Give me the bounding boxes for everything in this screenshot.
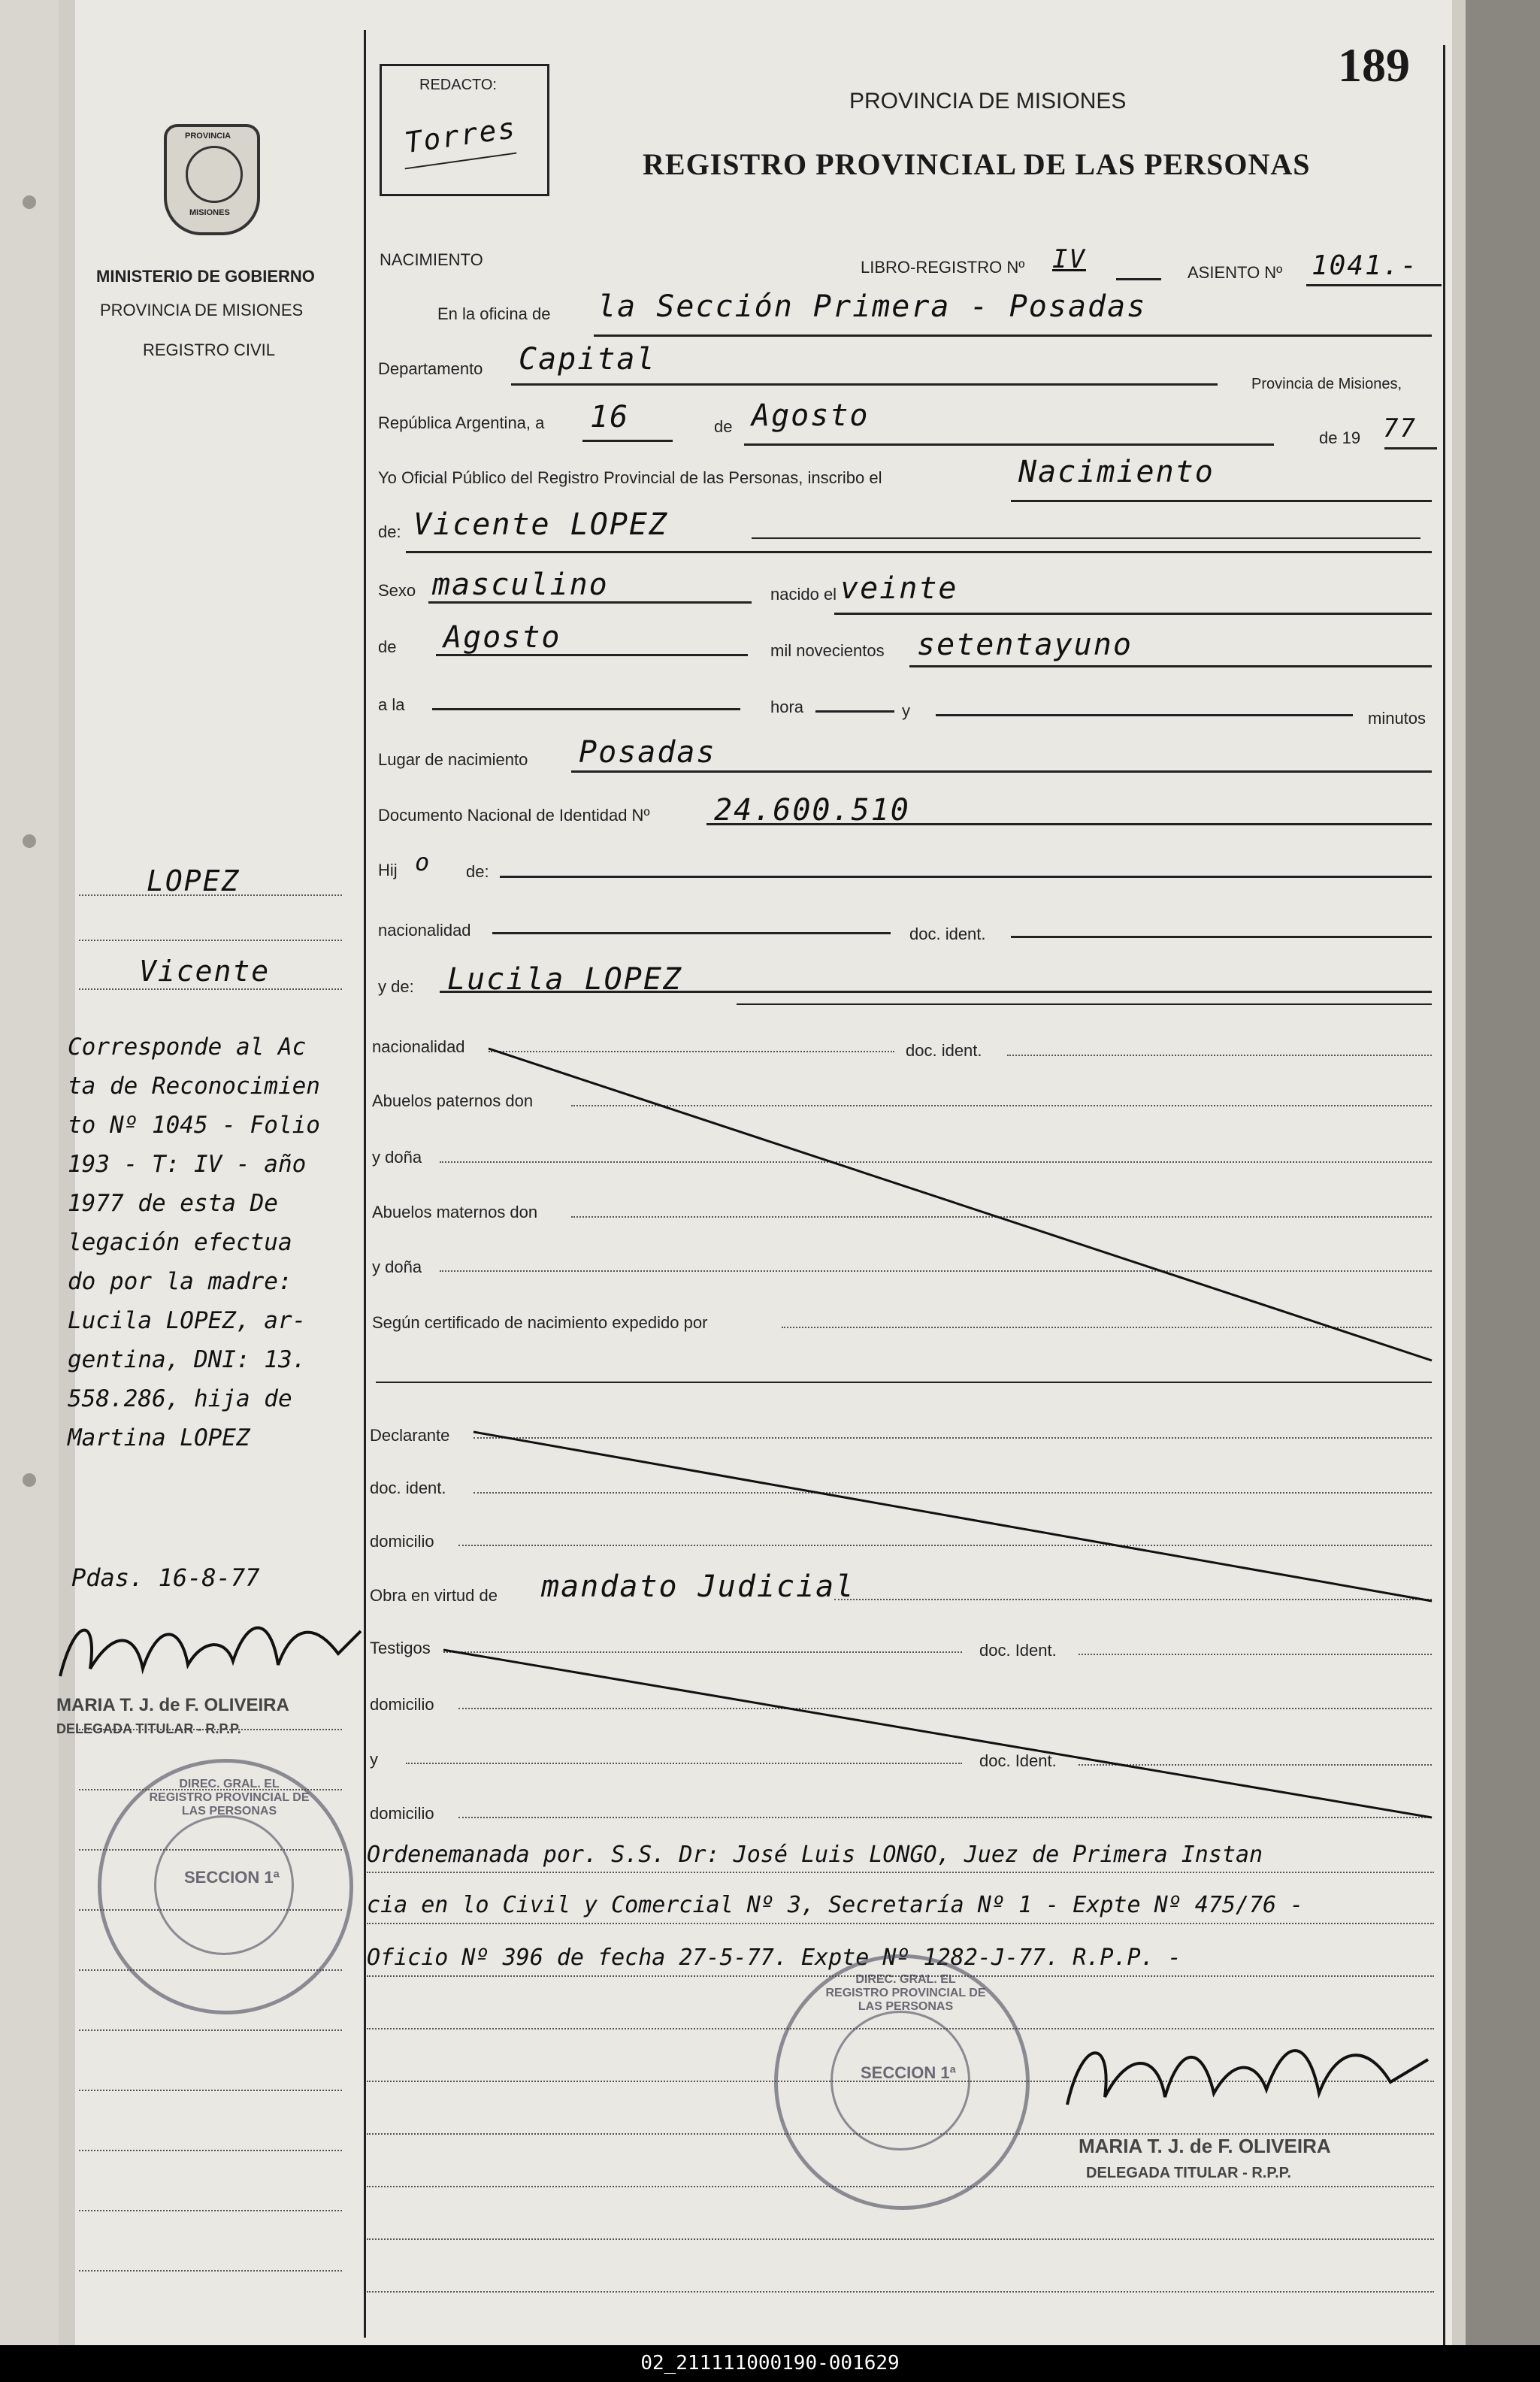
strike-line-testigos	[443, 1650, 1432, 1818]
anio-nac-value: setentayuno	[917, 628, 1133, 662]
registro-civil-label: REGISTRO CIVIL	[143, 341, 276, 359]
inscribo-value: Nacimiento	[1018, 455, 1215, 489]
nota-line-2: cia en lo Civil y Comercial Nº 3, Secretaría Nº 1 - Expte Nº 475/76 -	[367, 1892, 1304, 1918]
departamento-label: Departamento	[378, 359, 483, 378]
nacionalidad-label: nacionalidad	[378, 921, 471, 940]
margin-dots	[79, 2210, 342, 2211]
right-stamp-inner-text: SECCION 1ª	[861, 2063, 956, 2082]
margin-date: Pdas. 16-8-77	[71, 1563, 260, 1592]
doc-ident2-label: doc. ident.	[906, 1041, 982, 1060]
right-signature-title: DELEGADA TITULAR - R.P.P.	[1086, 2165, 1291, 2181]
header-province: PROVINCIA DE MISIONES	[849, 89, 1127, 114]
margin-note-line: to Nº 1045 - Folio	[68, 1112, 320, 1139]
margin-note-line: 1977 de esta De	[68, 1190, 278, 1217]
margin-dots	[79, 2029, 342, 2031]
nota-line-3: Oficio Nº 396 de fecha 27-5-77. Expte Nº 1282-J-77. R.P.P. -	[367, 1945, 1181, 1971]
abuelos-p-label: Abuelos paternos don	[372, 1091, 534, 1110]
margin-given: Vicente	[139, 955, 271, 988]
strike-line-parents	[489, 1049, 1432, 1360]
strike-line-declarante	[473, 1432, 1432, 1601]
de-label: de	[714, 417, 733, 436]
anio-value: 77	[1383, 413, 1417, 443]
doc-ident-label: doc. ident.	[909, 925, 986, 943]
nacionalidad2-label: nacionalidad	[372, 1037, 465, 1056]
mil-label: mil novecientos	[770, 641, 885, 660]
margin-note-line: 193 - T: IV - año	[68, 1151, 307, 1178]
margin-dots	[79, 988, 342, 990]
yde-label: y de:	[378, 977, 414, 996]
margin-note-line: do por la madre:	[68, 1268, 292, 1295]
margin-note-line: Corresponde al Ac	[68, 1034, 307, 1061]
nacido-value: veinte	[840, 571, 958, 606]
seal-top-text: PROVINCIA	[185, 132, 231, 141]
obra-value: mandato Judicial	[541, 1569, 855, 1604]
hij-label: Hij	[378, 861, 398, 879]
ala-label: a la	[378, 695, 405, 714]
hora-label: hora	[770, 698, 804, 716]
libro-label: LIBRO-REGISTRO Nº	[861, 258, 1025, 277]
segun-label: Según certificado de nacimiento expedido por	[372, 1313, 708, 1332]
nacido-label: nacido el	[770, 585, 837, 604]
declarante-label: Declarante	[370, 1426, 450, 1445]
dni-value: 24.600.510	[714, 793, 910, 828]
asiento-label: ASIENTO Nº	[1188, 263, 1283, 282]
testigos-label: Testigos	[370, 1639, 431, 1657]
margin-dots	[79, 2150, 342, 2151]
libro-value: IV	[1052, 244, 1086, 274]
nombre-value: Vicente LOPEZ	[413, 507, 669, 542]
de-nombre-label: de:	[378, 522, 401, 541]
yo-label: Yo Oficial Público del Registro Provincial de las Personas, inscribo el	[378, 468, 882, 487]
right-signature	[1052, 2014, 1443, 2127]
abuelos-m-label: Abuelos maternos don	[372, 1203, 538, 1221]
nacimiento-label: NACIMIENTO	[380, 250, 483, 269]
footer-caption: 02_211111000190-001629	[0, 2345, 1540, 2382]
doc-ident3-label: doc. ident.	[370, 1479, 446, 1497]
right-stamp-ring: DIREC. GRAL. EL REGISTRO PROVINCIAL DE LAS PERSONAS	[825, 1973, 986, 2013]
lugar-label: Lugar de nacimiento	[378, 750, 528, 769]
margin-note-line: gentina, DNI: 13.	[68, 1346, 307, 1373]
oficina-label: En la oficina de	[437, 304, 551, 323]
sexo-value: masculino	[432, 568, 609, 602]
nota-line-1: Ordenemanada por. S.S. Dr: José Luis LONGO, Juez de Primera Instan	[367, 1842, 1263, 1868]
left-signature	[53, 1601, 368, 1691]
domicilio3-label: domicilio	[370, 1804, 434, 1823]
dia-value: 16	[590, 400, 630, 434]
domicilio1-label: domicilio	[370, 1532, 434, 1551]
margin-note-line: Lucila LOPEZ, ar-	[68, 1307, 307, 1334]
left-signature-name: MARIA T. J. de F. OLIVEIRA	[56, 1695, 289, 1715]
mes-value: Agosto	[752, 398, 870, 433]
left-province-label: PROVINCIA DE MISIONES	[100, 301, 304, 319]
de-mes-label: de	[378, 637, 397, 656]
madre-value: Lucila LOPEZ	[447, 962, 682, 997]
margin-note-line: legación efectua	[68, 1229, 292, 1256]
header-registry: REGISTRO PROVINCIAL DE LAS PERSONAS	[643, 147, 1311, 181]
doc-ident4-label: doc. Ident.	[979, 1641, 1057, 1660]
left-signature-title: DELEGADA TITULAR - R.P.P.	[56, 1721, 241, 1736]
margin-note-line: 558.286, hija de	[68, 1385, 292, 1412]
doc-ident5-label: doc. Ident.	[979, 1751, 1057, 1770]
ydona2-label: y doña	[372, 1258, 422, 1276]
oficina-value: la Sección Primera - Posadas	[598, 289, 1147, 324]
ministry-label: MINISTERIO DE GOBIERNO	[96, 267, 315, 286]
redacto-value: Torres	[402, 110, 519, 160]
republica-label: República Argentina, a	[378, 413, 545, 432]
margin-dots	[79, 2090, 342, 2091]
seal-bottom-text: MISIONES	[189, 208, 230, 217]
hij-value: o	[415, 848, 430, 876]
de19-label: de 19	[1319, 428, 1361, 447]
right-signature-name: MARIA T. J. de F. OLIVEIRA	[1079, 2135, 1331, 2157]
dni-label: Documento Nacional de Identidad Nº	[378, 806, 650, 825]
margin-note-line: Martina LOPEZ	[68, 1424, 250, 1451]
provincia-suffix: Provincia de Misiones,	[1251, 376, 1402, 392]
page-number: 189	[1338, 38, 1410, 92]
left-stamp-inner-text: SECCION 1ª	[184, 1868, 280, 1887]
mes-nac-value: Agosto	[443, 620, 561, 655]
hij-de-label: de:	[466, 862, 489, 881]
departamento-value: Capital	[519, 342, 656, 377]
obra-label: Obra en virtud de	[370, 1586, 498, 1605]
y-label: y	[902, 701, 910, 720]
lugar-value: Posadas	[579, 735, 716, 770]
margin-dots	[79, 940, 342, 941]
ydona1-label: y doña	[372, 1148, 422, 1167]
minutos-label: minutos	[1368, 709, 1427, 728]
y2-label: y	[370, 1750, 378, 1769]
margin-dots	[79, 2270, 342, 2272]
domicilio2-label: domicilio	[370, 1695, 434, 1714]
right-stamp	[774, 1954, 1030, 2210]
left-stamp-ring: DIREC. GRAL. EL REGISTRO PROVINCIAL DE LAS PERSONAS	[149, 1778, 310, 1818]
margin-note-line: ta de Reconocimien	[68, 1073, 320, 1100]
margin-surname: LOPEZ	[147, 864, 241, 897]
sexo-label: Sexo	[378, 581, 416, 600]
redacto-label: REDACTO:	[419, 77, 497, 93]
asiento-value: 1041.-	[1312, 250, 1419, 281]
left-stamp	[98, 1759, 353, 2014]
